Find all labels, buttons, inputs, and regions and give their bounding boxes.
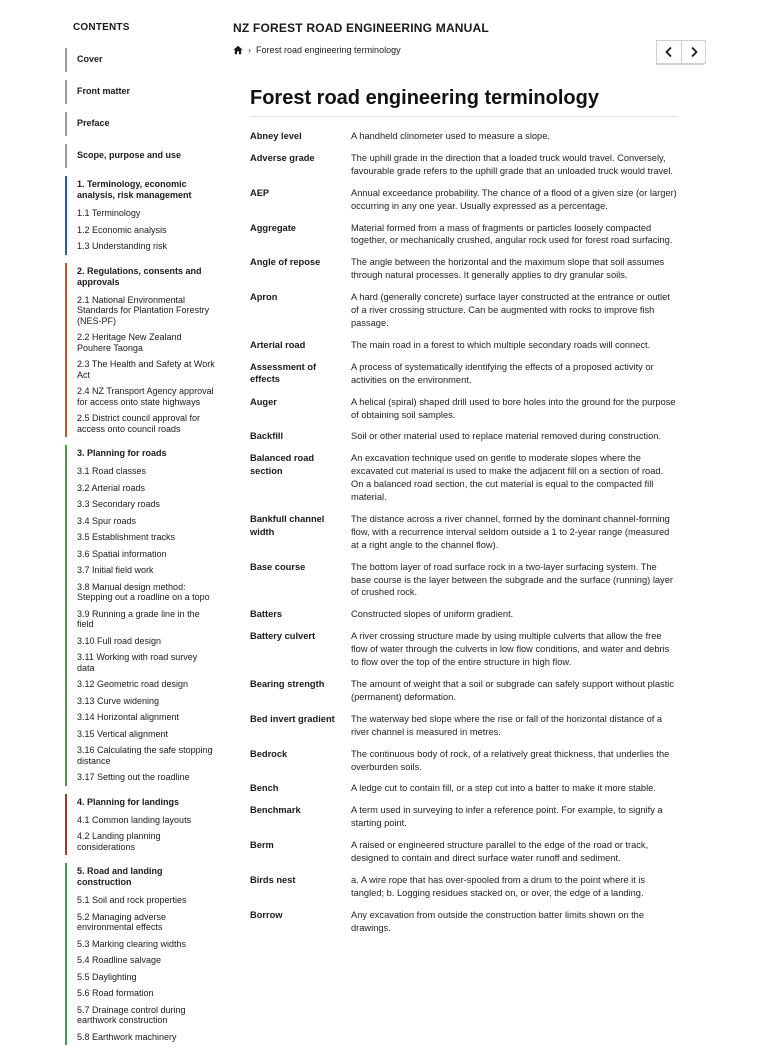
toc-item-link[interactable]: 2.3 The Health and Safety at Work Act	[77, 359, 215, 380]
term-name: Berm	[250, 840, 274, 851]
toc-item-link[interactable]: 3.9 Running a grade line in the field	[77, 608, 200, 629]
toc-heading-link[interactable]: 5. Road and landing construction	[77, 866, 163, 887]
term-definition: A raised or engineered structure parallel to the edge of the road or track, designed to contain and direct surface water runoff and sediment.	[351, 840, 649, 864]
term-definition: Soil or other material used to replace material removed during construction.	[351, 431, 662, 442]
term-definition: The continuous body of rock, of a relatively great thickness, that underlies the overburden soils.	[351, 748, 670, 772]
toc-item-link[interactable]: 5.2 Managing adverse environmental effects	[77, 911, 167, 932]
term-row	[250, 630, 678, 669]
term-row	[250, 291, 678, 330]
toc-item-link[interactable]: 3.3 Secondary roads	[77, 499, 161, 509]
contents-title: CONTENTS	[73, 22, 130, 33]
term-name: Angle of repose	[250, 257, 321, 268]
term-row	[250, 804, 678, 830]
term-definition: Any excavation from outside the construction batter limits shown on the drawings.	[351, 909, 645, 933]
term-name: AEP	[250, 187, 270, 198]
term-definition: The uphill grade in the direction that a loaded truck would travel. Conversely, favourable grade refers to the uphill grade that an unloaded truck would travel.	[351, 152, 673, 176]
toc-group	[65, 112, 215, 136]
term-definition: A river crossing structure made by using multiple culverts that allow the free flow of water through the culverts in low flow conditions, and water and debris to flow over the top of the entire structure in high flow.	[351, 631, 670, 668]
title-divider	[250, 116, 678, 117]
term-name: Benchmark	[250, 805, 301, 816]
breadcrumb-current: Forest road engineering terminology	[256, 45, 401, 55]
toc-item-link[interactable]: 2.2 Heritage New Zealand Pouhere Taonga	[77, 332, 182, 353]
toc-heading-link[interactable]: Scope, purpose and use	[77, 150, 182, 160]
term-row	[250, 339, 678, 352]
term-name: Bearing strength	[250, 679, 325, 689]
toc-item-link[interactable]: 2.5 District council approval for access onto council roads	[77, 413, 201, 434]
toc-group	[65, 794, 215, 856]
term-name: Bed invert gradient	[250, 713, 335, 724]
term-row	[250, 839, 678, 865]
term-row	[250, 222, 678, 248]
toc-group	[65, 144, 215, 168]
next-page-button[interactable]	[681, 41, 705, 63]
term-row	[250, 452, 678, 504]
term-row	[250, 430, 678, 443]
breadcrumb-separator: ›	[248, 45, 251, 55]
term-row	[250, 152, 678, 178]
term-definition: A process of systematically identifying the effects of a proposed activity or activities on the environment.	[351, 361, 654, 385]
term-definition: A term used in surveying to infer a reference point. For example, to signify a starting point.	[351, 805, 663, 829]
term-row	[250, 608, 678, 621]
term-name: Auger	[250, 396, 277, 407]
term-name: Abney level	[250, 131, 302, 141]
toc-heading-link[interactable]: Cover	[77, 54, 103, 64]
term-definition: The waterway bed slope where the rise or fall of the horizontal distance of a river channel is measured in metres.	[351, 713, 663, 737]
term-definition: The main road in a forest to which multiple secondary roads will connect.	[351, 339, 651, 350]
term-row	[250, 396, 678, 422]
toc-item-link[interactable]: 5.5 Daylighting	[77, 971, 137, 982]
chevron-left-icon	[664, 46, 674, 58]
term-row	[250, 748, 678, 774]
toc-item-link[interactable]: 3.16 Calculating the safe stopping distance	[77, 745, 213, 766]
term-row	[250, 713, 678, 739]
toc-item-link[interactable]: 5.6 Road formation	[77, 988, 154, 998]
toc-group	[65, 48, 215, 72]
term-row	[250, 130, 678, 143]
term-definition: The bottom layer of road surface rock in a two-layer surfacing system. The base course is the layer between the subgrade and the surface (running) layer of crushed rock.	[351, 561, 673, 598]
toc-item-link[interactable]: 1.3 Understanding risk	[77, 241, 168, 251]
breadcrumb	[233, 45, 401, 55]
toc-item-link[interactable]: 3.8 Manual design method: Stepping out a roadline on a topo	[77, 581, 210, 602]
term-name: Bedrock	[250, 748, 288, 759]
toc-item-link[interactable]: 4.2 Landing planning considerations	[77, 831, 161, 852]
toc-group	[65, 263, 215, 438]
term-row	[250, 256, 678, 282]
term-name: Balanced road section	[250, 453, 315, 477]
term-row	[250, 361, 678, 387]
term-name: Borrow	[250, 909, 283, 920]
toc-item-link[interactable]: 3.11 Working with road survey data	[77, 652, 198, 673]
toc-item-link[interactable]: 4.1 Common landing layouts	[77, 814, 192, 825]
term-row	[250, 678, 678, 704]
term-definition: A handheld clinometer used to measure a slope.	[351, 131, 550, 141]
term-definition: a. A wire rope that has over-spooled from a drum to the point where it is tangled; b. Logging residues stacked on, or over, the edge of a landing.	[351, 874, 646, 898]
terminology-list	[250, 130, 678, 944]
toc-group	[65, 445, 215, 786]
chevron-right-icon	[689, 46, 699, 58]
toc-heading-link[interactable]: Front matter	[77, 86, 131, 96]
toc-item-link[interactable]: 3.1 Road classes	[77, 466, 147, 476]
page-title: Forest road engineering terminology	[250, 87, 599, 109]
toc-item-link[interactable]: 1.2 Economic analysis	[77, 224, 167, 235]
term-definition: The amount of weight that a soil or subgrade can safely support without plastic (permanent) deformation.	[351, 679, 674, 702]
toc-item-link[interactable]: 3.6 Spatial information	[77, 548, 167, 559]
term-name: Birds nest	[250, 874, 296, 885]
term-row	[250, 561, 678, 600]
term-name: Base course	[250, 561, 306, 572]
toc-item-link[interactable]: 2.1 National Environmental Standards for Plantation Forestry (NES-PF)	[77, 294, 210, 326]
term-name: Apron	[250, 292, 278, 303]
toc-item-link[interactable]: 1.1 Terminology	[77, 208, 141, 218]
term-definition: A ledge cut to contain fill, or a step cut into a batter to make it more stable.	[351, 783, 656, 794]
toc-item-link[interactable]: 3.10 Full road design	[77, 635, 162, 646]
nav-divider	[656, 64, 704, 65]
toc-group	[65, 863, 215, 1045]
toc-heading-link[interactable]: Preface	[77, 118, 110, 128]
toc-heading-link[interactable]: 3. Planning for roads	[77, 448, 167, 458]
toc-heading-link[interactable]: 4. Planning for landings	[77, 796, 180, 807]
term-definition: Material formed from a mass of fragments or particles loosely compacted together, or mechanically crushed, angular rock used for forest road surfacing.	[351, 222, 673, 246]
term-definition: A hard (generally concrete) surface layer constructed at the entrance or outlet of a river crossing structure. Can be augmented with rocks to improve fish passage.	[351, 292, 670, 328]
term-definition: An excavation technique used on gentle to moderate slopes where the excavated cut material is used to make the adjacent fill on a section of road. On a balanced road section, the cut material is equal to the compacted fill material.	[351, 453, 664, 503]
term-name: Arterial road	[250, 339, 306, 350]
term-name: Bankfull channel width	[250, 513, 325, 537]
toc-item-link[interactable]: 3.14 Horizontal alignment	[77, 712, 180, 722]
toc-item-link[interactable]: 5.1 Soil and rock properties	[77, 895, 187, 905]
term-name: Backfill	[250, 431, 284, 442]
manual-title[interactable]: NZ FOREST ROAD ENGINEERING MANUAL	[233, 21, 489, 35]
toc-item-link[interactable]: 3.17 Setting out the roadline	[77, 772, 190, 782]
toc-item-link[interactable]: 5.3 Marking clearing widths	[77, 938, 187, 949]
toc-group	[65, 80, 215, 104]
toc-group	[65, 176, 215, 255]
term-definition: A helical (spiral) shaped drill used to bore holes into the ground for the purpose of obtaining soil samples.	[351, 396, 676, 420]
sidebar	[0, 0, 215, 1042]
toc-item-link[interactable]: 3.2 Arterial roads	[77, 482, 146, 493]
toc-item-link[interactable]: 5.4 Roadline salvage	[77, 955, 162, 965]
toc-item-link[interactable]: 3.7 Initial field work	[77, 565, 154, 575]
previous-page-button[interactable]	[657, 41, 681, 63]
toc-item-link[interactable]: 3.5 Establishment tracks	[77, 532, 176, 542]
term-name: Bench	[250, 783, 279, 794]
term-row	[250, 909, 678, 935]
term-definition: The angle between the horizontal and the maximum slope that soil assumes through natural processes. It generally applies to dry granular soils.	[351, 257, 665, 281]
toc-item-link[interactable]: 3.13 Curve widening	[77, 695, 160, 706]
term-definition: Annual exceedance probability. The chance of a flood of a given size (or larger) occurring in any one year. Usually expressed as a percentage.	[351, 187, 677, 211]
term-name: Adverse grade	[250, 152, 315, 163]
toc-item-link[interactable]: 3.15 Vertical alignment	[77, 728, 169, 739]
term-name: Batters	[250, 609, 283, 620]
term-row	[250, 187, 678, 213]
term-row	[250, 782, 678, 795]
toc-item-link[interactable]: 5.7 Drainage control during earthwork construction	[77, 1004, 186, 1025]
term-name: Battery culvert	[250, 631, 316, 642]
toc-item-link[interactable]: 2.4 NZ Transport Agency approval for access onto state highways	[77, 386, 214, 407]
toc-heading-link[interactable]: 1. Terminology, economic analysis, risk management	[77, 179, 192, 200]
term-definition: Constructed slopes of uniform gradient.	[351, 609, 514, 620]
home-icon[interactable]	[233, 45, 243, 55]
toc-heading-link[interactable]: 2. Regulations, consents and approvals	[77, 265, 202, 287]
toc-item-link[interactable]: 5.8 Earthwork machinery	[77, 1031, 177, 1042]
table-of-contents	[65, 48, 215, 1053]
page-navigation	[656, 40, 706, 64]
toc-item-link[interactable]: 3.12 Geometric road design	[77, 679, 189, 689]
toc-item-link[interactable]: 3.4 Spur roads	[77, 515, 137, 526]
term-row	[250, 874, 678, 900]
term-name: Aggregate	[250, 222, 296, 233]
term-definition: The distance across a river channel, formed by the dominant channel-forming flow, with a recurrence interval seldom outside a 1 to 2-year range (measured at a right angle to the channel flow).	[351, 513, 670, 550]
term-row	[250, 513, 678, 552]
term-name: Assessment of effects	[250, 361, 317, 385]
